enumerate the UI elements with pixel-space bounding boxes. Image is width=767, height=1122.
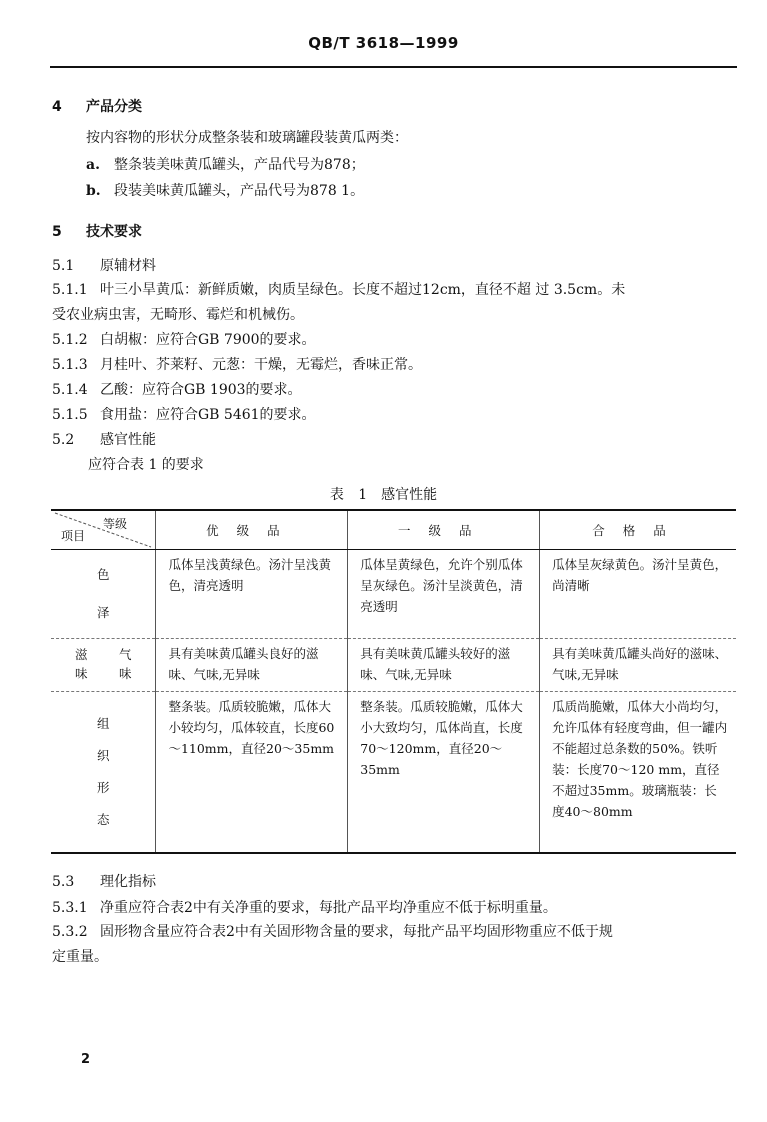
row-label-char: 滋 [74,647,88,662]
clause-text: 食用盐：应符合GB 5461的要求。 [100,407,316,423]
section-4-heading [52,97,142,117]
clause-number: 5.1.2 [52,332,88,348]
section-number: 5 [52,224,62,240]
list-text: 整条装美味黄瓜罐头，产品代号为878； [114,157,365,173]
row-label-taste [51,639,156,692]
table-cell: 整条装。瓜质较脆嫩，瓜体大小较均匀，瓜体较直，长度60～110mm，直径20～35mm [156,692,348,854]
clause-text: 月桂叶、芥莱籽、元葱：干燥，无霉烂，香味正常。 [100,357,422,373]
page-number: 2 [81,1052,91,1067]
header-grade-label: 等级 [102,517,127,531]
list-text: 段装美味黄瓜罐头，产品代号为878 1。 [114,183,365,199]
clause-5-3-2-continuation: 定重量。 [52,949,108,965]
table-cell: 具有美味黄瓜罐头较好的滋味、气味,无异味 [348,639,540,692]
table-header-row [51,510,736,550]
row-label-char: 态 [96,812,110,827]
column-header: 一级品 [348,510,540,550]
row-label-char: 形 [96,780,110,795]
clause-text: 叶三小旱黄瓜：新鲜质嫩，肉质呈绿色。长度不超过12cm，直径不超 过 3.5cm。未 [100,282,626,298]
clause-text: 净重应符合表2中有关净重的要求，每批产品平均净重应不低于标明重量。 [100,900,557,916]
subsection-title: 理化指标 [100,874,156,890]
row-label-char: 色 [96,567,110,582]
table-row [51,550,736,639]
row-label-color [51,550,156,639]
subsection-number: 5.3 [52,874,75,890]
subsection-title: 原辅材料 [100,258,156,274]
table-cell: 瓜质尚脆嫩，瓜体大小尚均匀，允许瓜体有轻度弯曲，但一罐内不能超过总条数的50%。铁听装：长度70～120 mm，直径不超过35mm。玻璃瓶装：长度40～80mm [540,692,736,854]
section-4-intro: 按内容物的形状分成整条装和玻璃罐段装黄瓜两类： [86,130,408,146]
section-number: 4 [52,99,62,115]
list-marker: a. [86,157,100,173]
clause-5-1-4 [52,380,302,400]
clause-5-1-1 [52,280,625,300]
clause-number: 5.3.1 [52,900,88,916]
clause-number: 5.1.4 [52,382,88,398]
table-cell: 具有美味黄瓜罐头尚好的滋味、气味,无异味 [540,639,736,692]
clause-5-1-5 [52,405,316,425]
clause-number: 5.1.3 [52,357,88,373]
row-label-texture [51,692,156,854]
subsection-number: 5.2 [52,432,75,448]
header-divider [50,66,737,68]
sensory-table [51,509,736,854]
table-title: 感官性能 [381,487,438,503]
table-cell: 瓜体呈灰绿黄色。汤汁呈黄色，尚清晰 [540,550,736,639]
clause-text: 固形物含量应符合表2中有关固形物含量的要求，每批产品平均固形物重应不低于规 [100,924,613,940]
subsection-5-2-heading [52,430,156,450]
header-item-label: 项目 [61,529,86,543]
column-header: 合格品 [540,510,736,550]
subsection-5-2-intro: 应符合表 1 的要求 [88,457,204,473]
clause-text: 白胡椒：应符合GB 7900的要求。 [100,332,316,348]
section-title: 技术要求 [86,224,142,240]
clause-5-3-1 [52,898,557,918]
table-caption [0,484,767,504]
table-cell: 具有美味黄瓜罐头良好的滋味、气味,无异味 [156,639,348,692]
table-cell: 瓜体呈黄绿色，允许个别瓜体呈灰绿色。汤汁呈淡黄色，清亮透明 [348,550,540,639]
subsection-number: 5.1 [52,258,75,274]
section-title: 产品分类 [86,99,142,115]
clause-number: 5.3.2 [52,924,88,940]
standard-code-header: QB/T 3618—1999 [308,34,459,52]
row-label-char: 组 [96,716,110,731]
list-item [86,155,365,175]
list-item [86,181,364,201]
clause-text: 乙酸：应符合GB 1903的要求。 [100,382,302,398]
header-diagonal-cell [51,510,156,550]
table-label: 表 1 [329,487,368,503]
list-marker: b. [86,183,101,199]
row-label-char: 织 [96,748,110,763]
table-row [51,639,736,692]
row-label-char: 味 [74,666,88,681]
row-label-char: 气 [118,647,132,662]
subsection-title: 感官性能 [100,432,156,448]
clause-5-1-2 [52,330,316,350]
table-cell: 瓜体呈浅黄绿色。汤汁呈浅黄色，清亮透明 [156,550,348,639]
clause-5-1-1-continuation: 受农业病虫害，无畸形、霉烂和机械伤。 [52,307,304,323]
clause-number: 5.1.1 [52,282,88,298]
clause-5-3-2 [52,922,613,942]
clause-number: 5.1.5 [52,407,88,423]
subsection-5-1-heading [52,256,156,276]
row-label-char: 泽 [96,605,110,620]
section-5-heading [52,222,142,242]
table-row [51,692,736,854]
table-cell: 整条装。瓜质较脆嫩，瓜体大小大致均匀，瓜体尚直，长度70～120mm，直径20～35mm [348,692,540,854]
column-header: 优级品 [156,510,348,550]
row-label-char: 味 [118,666,132,681]
subsection-5-3-heading [52,872,156,892]
clause-5-1-3 [52,355,422,375]
